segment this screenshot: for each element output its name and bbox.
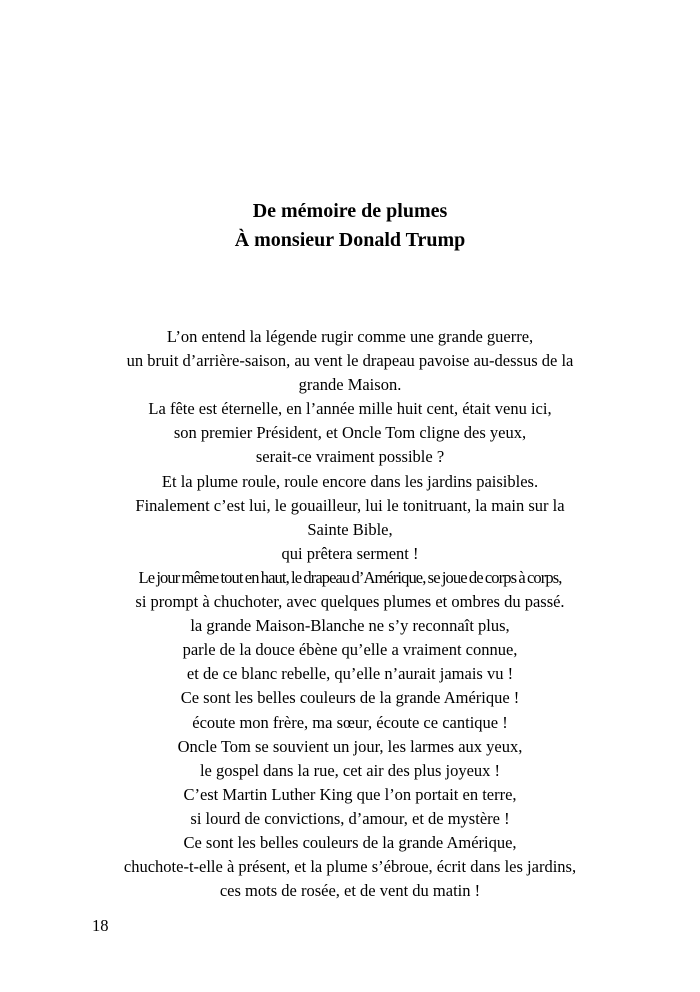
poem-line: Et la plume roule, roule encore dans les jardins paisibles. (161, 471, 539, 491)
poem-line: La fête est éternelle, en l’année mille huit cent, était venu ici, (148, 399, 552, 419)
poem-line: Oncle Tom se souvient un jour, les larmes aux yeux, (177, 736, 523, 756)
poem-line: grande Maison. (298, 375, 402, 395)
poem-line: écoute mon frère, ma sœur, écoute ce cantique ! (192, 712, 508, 732)
poem-line: chuchote-t-elle à présent, et la plume s’ébroue, écrit dans les jardins, (123, 857, 577, 877)
poem-line: un bruit d’arrière-saison, au vent le drapeau pavoise au-dessus de la (126, 351, 574, 371)
poem-line: parle de la douce ébène qu’elle a vraiment connue, (182, 640, 518, 660)
page-number: 18 (92, 916, 109, 935)
poem-line: L’on entend la légende rugir comme une grande guerre, (166, 327, 534, 346)
poem-line: C’est Martin Luther King que l’on portait en terre, (183, 784, 517, 804)
poem-line: qui prêtera serment ! (281, 543, 419, 563)
poem-line: Ce sont les belles couleurs de la grande Amérique ! (180, 688, 520, 708)
poem-line: si prompt à chuchoter, avec quelques plumes et ombres du passé. (135, 592, 565, 612)
poem-line: Le jour même tout en haut, le drapeau d’Amérique, se joue de corps à corps, (138, 567, 562, 587)
poem-line: ces mots de rosée, et de vent du matin ! (219, 881, 481, 901)
poem-line: si lourd de convictions, d’amour, et de mystère ! (190, 808, 510, 828)
poem-body (90, 325, 610, 903)
poem-title: De mémoire de plumes (252, 200, 448, 222)
poem-line: et de ce blanc rebelle, qu’elle n’aurait jamais vu ! (186, 664, 514, 684)
poem-line: Ce sont les belles couleurs de la grande Amérique, (183, 832, 517, 852)
poem-line: son premier Président, et Oncle Tom cligne des yeux, (173, 423, 527, 443)
poem-line: serait-ce vraiment possible ? (255, 447, 445, 467)
poem-title-block (0, 197, 700, 255)
poem-line: Sainte Bible, (307, 519, 393, 539)
poem-line: le gospel dans la rue, cet air des plus joyeux ! (199, 760, 501, 780)
poem-line: la grande Maison-Blanche ne s’y reconnaît plus, (190, 616, 510, 636)
poem-dedication: À monsieur Donald Trump (234, 229, 466, 251)
poem-line: Finalement c’est lui, le gouailleur, lui le tonitruant, la main sur la (135, 495, 565, 515)
